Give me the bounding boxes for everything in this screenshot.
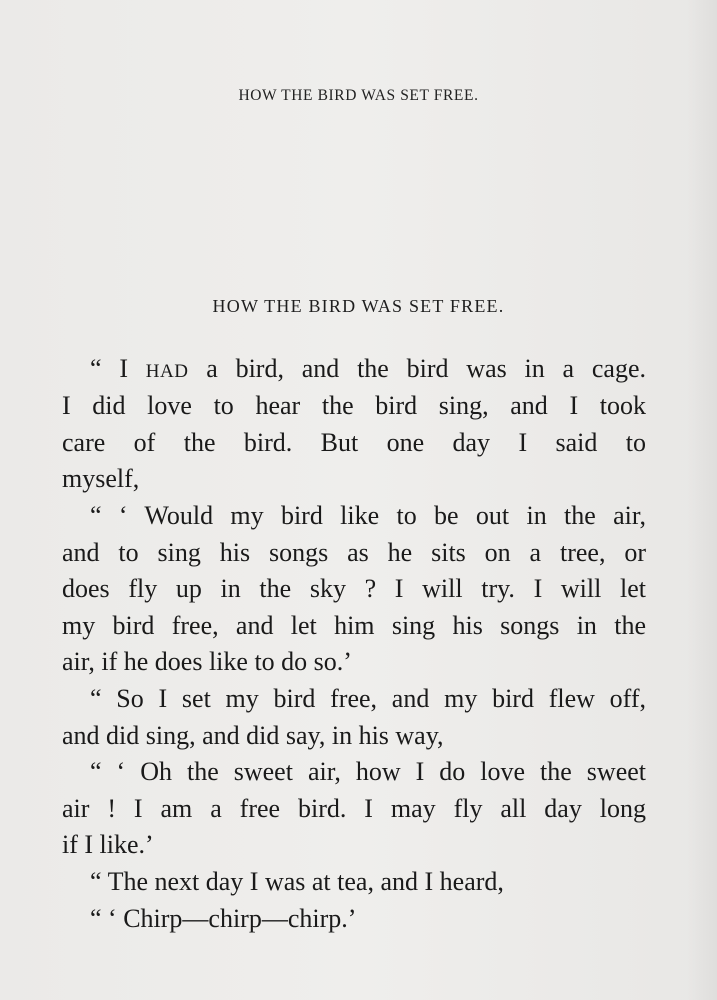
text-line: air ! I am a free bird. I may fly all day long <box>62 794 646 823</box>
text-line: and did sing, and did say, in his way, <box>62 721 444 750</box>
chapter-title: HOW THE BIRD WAS SET FREE. <box>212 296 505 316</box>
small-caps-word: HAD <box>145 361 189 382</box>
text-line: “ ‘ Would my bird like to be out in the air, <box>90 501 646 530</box>
text-line: my bird free, and let him sing his songs in the <box>62 611 646 640</box>
text-line: care of the bird. But one day I said to <box>62 428 646 457</box>
text-line: “ ‘ Chirp—chirp—chirp.’ <box>90 904 357 933</box>
page-edge-shadow <box>687 0 717 1000</box>
running-head: HOW THE BIRD WAS SET FREE. <box>238 87 479 104</box>
text-line: “ ‘ Oh the sweet air, how I do love the sweet <box>90 757 646 786</box>
text-line: “ The next day I was at tea, and I heard, <box>90 867 504 896</box>
text-line: air, if he does like to do so.’ <box>62 647 352 676</box>
text-line: and to sing his songs as he sits on a tree, or <box>62 538 646 567</box>
text-line: I did love to hear the bird sing, and I took <box>62 391 646 420</box>
text-line: “ I HAD a bird, and the bird was in a cage. <box>90 354 646 383</box>
text-line: myself, <box>62 464 140 493</box>
text-line: “ So I set my bird free, and my bird flew off, <box>90 684 646 713</box>
text-line: does fly up in the sky ? I will try. I will let <box>62 574 646 603</box>
text-line: if I like.’ <box>62 830 154 859</box>
